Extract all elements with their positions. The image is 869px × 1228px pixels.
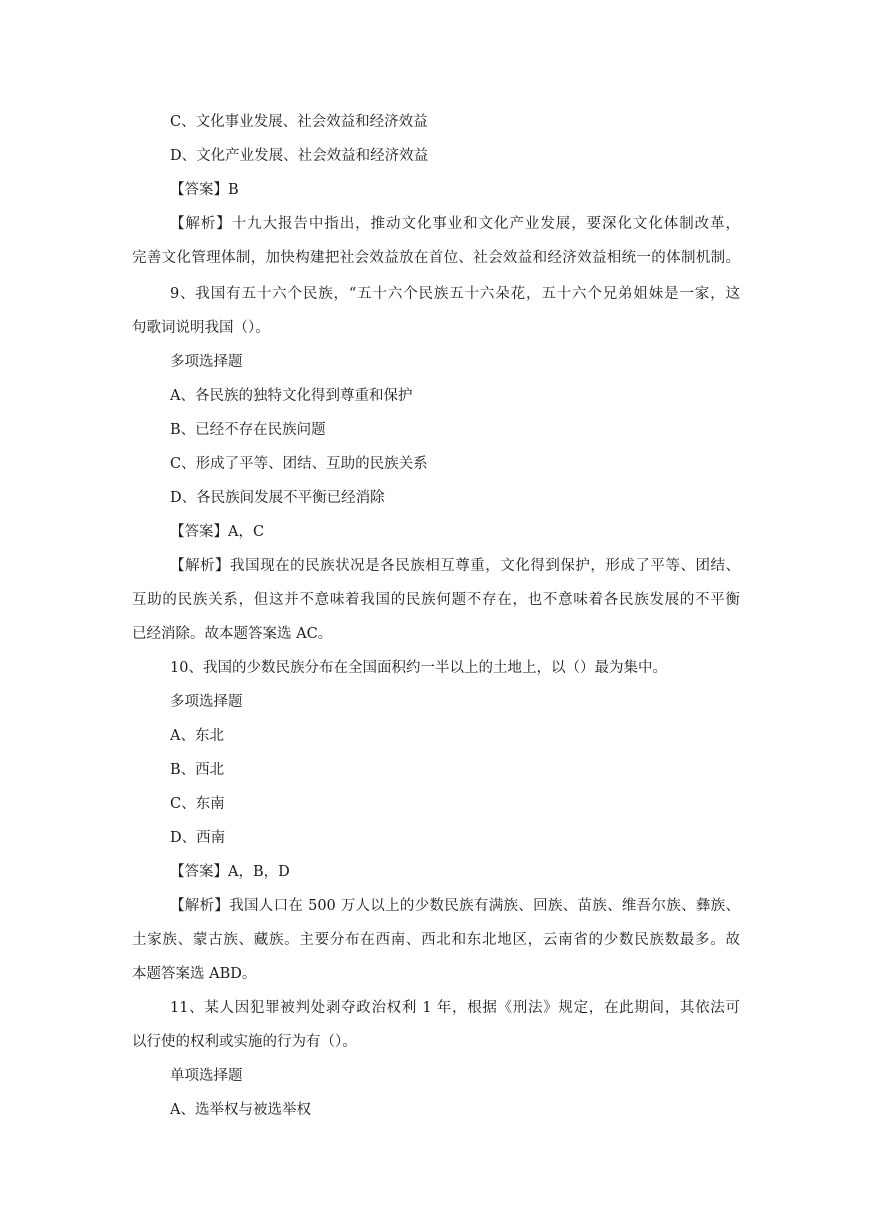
question-11-line2: 以行使的权利或实施的行为有（）。 <box>132 1034 357 1050</box>
question-type-q10: 多项选择题 <box>170 694 243 710</box>
answer-q9: 【答案】A，C <box>170 524 265 540</box>
option-d-q10: D、西南 <box>170 830 226 846</box>
option-d-q8: D、文化产业发展、社会效益和经济效益 <box>170 148 429 164</box>
option-c-q9: C、形成了平等、团结、互助的民族关系 <box>170 456 428 472</box>
question-10: 10、我国的少数民族分布在全国面积约一半以上的土地上，以（）最为集中。 <box>170 660 667 676</box>
analysis-q8-line2: 完善文化管理体制，加快构建把社会效益放在首位、社会效益和经济效益相统一的体制机制。 <box>132 250 740 266</box>
question-9-line2: 句歌词说明我国（）。 <box>132 320 270 336</box>
option-b-q10: B、西北 <box>170 762 225 778</box>
answer-q8: 【答案】B <box>170 182 239 198</box>
analysis-q8-line1: 【解析】十九大报告中指出，推动文化事业和文化产业发展，要深化文化体制改革， <box>170 216 740 232</box>
analysis-q9-line1: 【解析】我国现在的民族状况是各民族相互尊重，文化得到保护，形成了平等、团结、 <box>170 558 740 574</box>
option-a-q9: A、各民族的独特文化得到尊重和保护 <box>170 388 413 404</box>
analysis-q10-line1: 【解析】我国人口在 500 万人以上的少数民族有满族、回族、苗族、维吾尔族、彝族、 <box>170 898 740 914</box>
answer-q10: 【答案】A，B，D <box>170 864 290 880</box>
option-b-q9: B、已经不存在民族问题 <box>170 422 326 438</box>
question-type-q11: 单项选择题 <box>170 1068 243 1084</box>
question-type-q9: 多项选择题 <box>170 354 243 370</box>
option-c-q10: C、东南 <box>170 796 225 812</box>
option-d-q9: D、各民族间发展不平衡已经消除 <box>170 490 385 506</box>
analysis-q10-line2: 土家族、蒙古族、藏族。主要分布在西南、西北和东北地区，云南省的少数民族数最多。故 <box>132 932 740 948</box>
question-9-line1: 9、我国有五十六个民族，“五十六个民族五十六朵花，五十六个兄弟姐妹是一家，这 <box>170 286 740 302</box>
option-a-q10: A、东北 <box>170 728 224 744</box>
analysis-q9-line2: 互助的民族关系，但这并不意味着我国的民族何题不存在，也不意味着各民族发展的不平衡 <box>132 592 740 608</box>
question-11-line1: 11、某人因犯罪被判处剥夺政治权利 1 年，根据《刑法》规定，在此期间，其依法可 <box>170 1000 740 1016</box>
analysis-q9-line3: 已经消除。故本题答案选 AC。 <box>132 626 333 642</box>
option-a-q11: A、选举权与被选举权 <box>170 1102 311 1118</box>
analysis-q10-line3: 本题答案选 ABD。 <box>132 966 257 982</box>
option-c-q8: C、文化事业发展、社会效益和经济效益 <box>170 114 428 130</box>
